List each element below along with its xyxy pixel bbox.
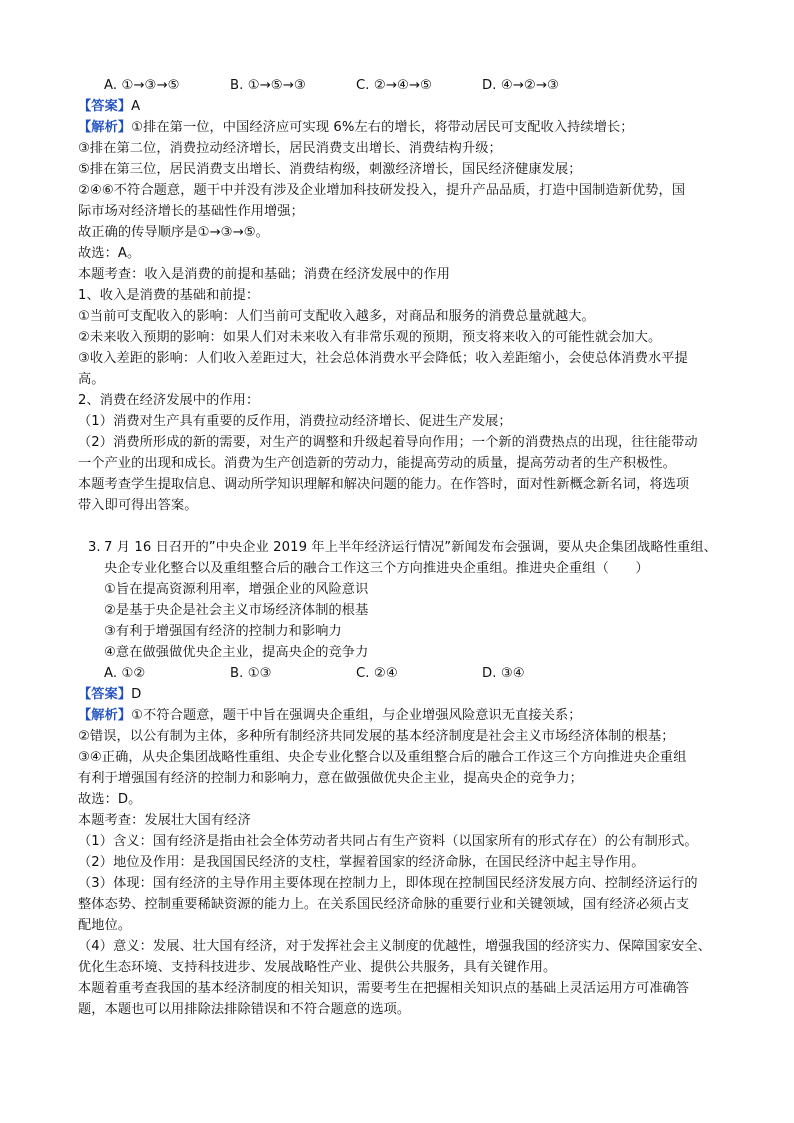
q3-analysis-line: 题，本题也可以用排除法排除错误和不符合题意的选项。 <box>78 1002 411 1017</box>
q2-option-b: B. ①→⑤→③ <box>230 78 306 93</box>
q2-option-a: A. ①→③→⑤ <box>104 78 180 93</box>
q3-answer-tag: 【答案】 <box>78 687 132 702</box>
q3-option-b: B. ①③ <box>230 666 272 681</box>
q2-analysis-line <box>78 118 634 138</box>
q3-analysis-line: ②错误，以公有制为主体，多种所有制经济共同发展的基本经济制度是社会主义市场经济体制的根基； <box>78 729 675 744</box>
q3-option-a: A. ①② <box>104 666 146 681</box>
q2-answer <box>78 97 140 117</box>
q2-analysis-line: 1、收入是消费的基础和前提： <box>78 288 260 303</box>
q2-option-d: D. ④→②→③ <box>482 78 559 93</box>
q3-analysis-line: （2）地位及作用：是我国国民经济的支柱，掌握着国家的经济命脉，在国民经济中起主导作用。 <box>78 855 645 870</box>
q3-analysis-line: （3）体现：国有经济的主导作用主要体现在控制力上，即体现在控制国民经济发展方向、控制经济运行的 <box>78 876 698 891</box>
q3-analysis-line: 优化生态环境、支持科技进步、发展战略性产业、提供公共服务，具有关键作用。 <box>78 960 557 975</box>
q3-answer-value: D <box>131 687 142 702</box>
q2-analysis-line: 际市场对经济增长的基础性作用增强； <box>78 204 304 219</box>
q2-analysis-line: ⑤排在第三位，居民消费支出增长、消费结构级，刺激经济增长，国民经济健康发展； <box>78 162 582 177</box>
q2-analysis-line: ②未来收入预期的影响：如果人们对未来收入有非常乐观的预期，预支将来收入的可能性就会加大。 <box>78 330 662 345</box>
q3-option-c: C. ②④ <box>356 666 398 681</box>
q3-answer <box>78 685 141 705</box>
q2-analysis-line: ③收入差距的影响：人们收入差距过大，社会总体消费水平会降低；收入差距缩小，会使总体消费水平提 <box>78 351 688 366</box>
q2-analysis-text: ①排在第一位，中国经济应可实现 6%左右的增长，将带动居民可支配收入持续增长； <box>131 120 634 135</box>
q3-analysis-line: （4）意义：发展、壮大国有经济，对于发挥社会主义制度的优越性，增强我国的经济实力、保障国家安全、 <box>78 939 711 954</box>
q2-option-c: C. ②→④→⑤ <box>356 78 432 93</box>
q2-analysis-line: 本题考查学生提取信息、调动所学知识理解和解决问题的能力。在作答时，面对性新概念新名词，将选项 <box>78 477 690 492</box>
q2-analysis-line: 带入即可得出答案。 <box>78 498 198 513</box>
q3-analysis-line: （1）含义：国有经济是指由社会全体劳动者共同占有生产资料（以国家所有的形式存在）的公有制形式。 <box>78 834 698 849</box>
q3-stem-line: 央企专业化整合以及重组整合后的融合工作这三个方向推进央企重组。推进央企重组（ ） <box>104 561 649 576</box>
q3-analysis-line: 本题考查：发展壮大国有经济 <box>78 813 251 828</box>
q3-statement: ②是基于央企是社会主义市场经济体制的根基 <box>104 603 369 618</box>
q3-analysis-line: 故选：D。 <box>78 792 142 807</box>
q2-analysis-line: 故正确的传导顺序是①→③→⑤。 <box>78 225 269 240</box>
q3-analysis-line: 整体态势、控制重要稀缺资源的能力上。在关系国民经济命脉的重要行业和关键领域，国有经济必须占支 <box>78 897 690 912</box>
q2-analysis-line: ②④⑥不符合题意，题干中并没有涉及企业增加科技研发投入，提升产品品质，打造中国制造新优势，国 <box>78 183 686 198</box>
q3-analysis-text: ①不符合题意，题干中旨在强调央企重组，与企业增强风险意识无直接关系； <box>131 708 582 723</box>
q2-analysis-line: 一个产业的出现和成长。消费为生产创造新的劳动力，能提高劳动的质量，提高劳动者的生产积极性。 <box>78 456 676 471</box>
q3-analysis-line: 配地位。 <box>78 918 132 933</box>
q3-statement: ①旨在提高资源利用率，增强企业的风险意识 <box>104 582 369 597</box>
q3-analysis-line <box>78 706 582 726</box>
q2-analysis-line: ③排在第二位，消费拉动经济增长，居民消费支出增长、消费结构升级； <box>78 141 502 156</box>
q3-analysis-line: 有利于增强国有经济的控制力和影响力，意在做强做优央企主业，提高央企的竞争力； <box>78 771 583 786</box>
q2-analysis-line: 2、消费在经济发展中的作用： <box>78 393 260 408</box>
q2-analysis-line: （1）消费对生产具有重要的反作用，消费拉动经济增长、促进生产发展； <box>78 414 512 429</box>
q2-answer-value: A <box>131 99 141 114</box>
q2-answer-tag: 【答案】 <box>78 99 132 114</box>
q2-analysis-line: 故选：A。 <box>78 246 141 261</box>
q3-analysis-tag: 【解析】 <box>78 708 132 723</box>
q2-analysis-line: 本题考查：收入是消费的前提和基础；消费在经济发展中的作用 <box>78 267 451 282</box>
q2-analysis-tag: 【解析】 <box>78 120 132 135</box>
q3-statement: ③有利于增强国有经济的控制力和影响力 <box>104 624 342 639</box>
q3-stem-line: 7 月 16 日召开的”中央企业 2019 年上半年经济运行情况”新闻发布会强调，要从央企集团战略性重组、 <box>104 540 717 555</box>
q3-option-d: D. ③④ <box>482 666 525 681</box>
q2-analysis-line: ①当前可支配收入的影响：人们当前可支配收入越多，对商品和服务的消费总量就越大。 <box>78 309 595 324</box>
q3-analysis-line: ③④正确，从央企集团战略性重组、央企专业化整合以及重组整合后的融合工作这三个方向推进央企重组 <box>78 750 687 765</box>
q2-analysis-line: 高。 <box>78 372 105 387</box>
q3-statement: ④意在做强做优央企主业，提高央企的竞争力 <box>104 645 369 660</box>
q3-number: 3. <box>88 540 101 555</box>
q2-analysis-line: （2）消费所形成的新的需要，对生产的调整和升级起着导向作用；一个新的消费热点的出现，往往能带动 <box>78 435 698 450</box>
q3-analysis-line: 本题着重考查我国的基本经济制度的相关知识，需要考生在把握相关知识点的基础上灵活运用方可准确答 <box>78 981 690 996</box>
